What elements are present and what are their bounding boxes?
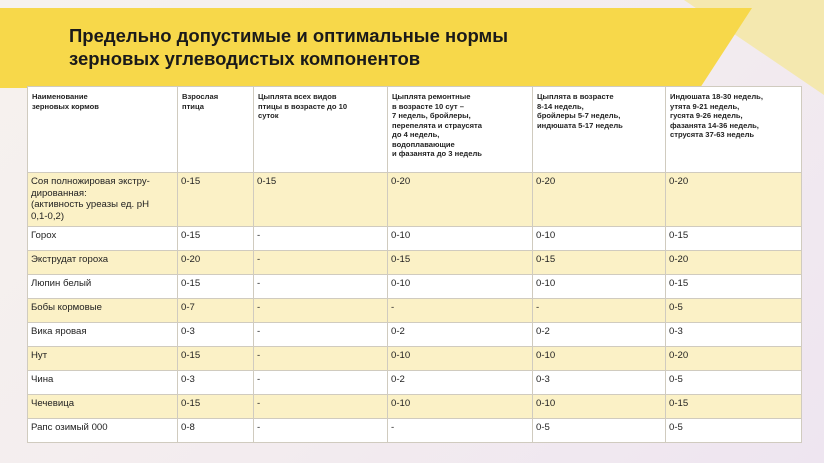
value-cell: 0-10 bbox=[388, 395, 533, 419]
page-title-line-1: Предельно допустимые и оптимальные нормы bbox=[69, 25, 509, 46]
page-title bbox=[69, 24, 669, 70]
value-cell: 0-20 bbox=[178, 251, 254, 275]
value-cell: 0-3 bbox=[178, 371, 254, 395]
norms-table bbox=[27, 86, 802, 443]
table-row bbox=[28, 371, 802, 395]
value-cell: 0-10 bbox=[388, 347, 533, 371]
value-cell: 0-10 bbox=[533, 347, 666, 371]
value-cell: 0-3 bbox=[178, 323, 254, 347]
table-row bbox=[28, 299, 802, 323]
header-adult-poultry: Взрослая птица bbox=[178, 87, 254, 173]
value-cell: 0-5 bbox=[533, 419, 666, 443]
table-row bbox=[28, 227, 802, 251]
value-cell: 0-3 bbox=[533, 371, 666, 395]
value-cell: - bbox=[254, 419, 388, 443]
value-cell: 0-15 bbox=[178, 173, 254, 227]
header-feed-name: Наименование зерновых кормов bbox=[28, 87, 178, 173]
feed-name-cell: Чечевица bbox=[28, 395, 178, 419]
value-cell: 0-7 bbox=[178, 299, 254, 323]
value-cell: - bbox=[388, 419, 533, 443]
header-chicks-8-14-weeks: Цыплята в возрасте 8-14 недель, бройлеры 5-7 недель, индюшата 5-17 недель bbox=[533, 87, 666, 173]
value-cell: 0-15 bbox=[178, 395, 254, 419]
header-chicks-10-days: Цыплята всех видов птицы в возрасте до 10 суток bbox=[254, 87, 388, 173]
value-cell: 0-10 bbox=[388, 275, 533, 299]
value-cell: 0-20 bbox=[533, 173, 666, 227]
value-cell: - bbox=[254, 395, 388, 419]
value-cell: 0-15 bbox=[178, 275, 254, 299]
table-row bbox=[28, 251, 802, 275]
feed-name-cell: Чина bbox=[28, 371, 178, 395]
table-header-row bbox=[28, 87, 802, 173]
value-cell: - bbox=[254, 251, 388, 275]
table-row bbox=[28, 323, 802, 347]
value-cell: 0-8 bbox=[178, 419, 254, 443]
page-title-line-2: зерновых углеводистых компонентов bbox=[69, 48, 421, 69]
value-cell: - bbox=[254, 227, 388, 251]
value-cell: 0-2 bbox=[533, 323, 666, 347]
value-cell: 0-10 bbox=[388, 227, 533, 251]
value-cell: 0-5 bbox=[666, 371, 802, 395]
value-cell: 0-15 bbox=[533, 251, 666, 275]
value-cell: 0-10 bbox=[533, 395, 666, 419]
feed-name-cell: Рапс озимый 000 bbox=[28, 419, 178, 443]
header-replacement-chicks: Цыплята ремонтные в возрасте 10 сут – 7 недель, бройлеры, перепелята и страусята до 4 недель, водоплавающие и фазанята до 3 недель bbox=[388, 87, 533, 173]
header-poults-18-30-weeks: Индюшата 18-30 недель, утята 9-21 недель, гусята 9-26 недель, фазанята 14-36 недель, струсята 37-63 недель bbox=[666, 87, 802, 173]
feed-name-cell: Нут bbox=[28, 347, 178, 371]
value-cell: 0-20 bbox=[666, 347, 802, 371]
value-cell: 0-15 bbox=[666, 395, 802, 419]
table-row bbox=[28, 347, 802, 371]
value-cell: 0-15 bbox=[178, 227, 254, 251]
feed-name-cell: Экструдат гороха bbox=[28, 251, 178, 275]
value-cell: 0-10 bbox=[533, 275, 666, 299]
title-banner-edge bbox=[700, 8, 752, 88]
table-row bbox=[28, 275, 802, 299]
feed-name-cell: Бобы кормовые bbox=[28, 299, 178, 323]
table-row bbox=[28, 419, 802, 443]
feed-name-cell: Горох bbox=[28, 227, 178, 251]
value-cell: 0-15 bbox=[178, 347, 254, 371]
value-cell: 0-20 bbox=[666, 173, 802, 227]
value-cell: - bbox=[254, 371, 388, 395]
feed-name-cell: Соя полножировая экстру- дированная: (активность уреазы ед. pH 0,1-0,2) bbox=[28, 173, 178, 227]
value-cell: 0-15 bbox=[388, 251, 533, 275]
value-cell: 0-15 bbox=[666, 227, 802, 251]
value-cell: 0-5 bbox=[666, 419, 802, 443]
value-cell: 0-2 bbox=[388, 323, 533, 347]
table-row bbox=[28, 173, 802, 227]
value-cell: - bbox=[533, 299, 666, 323]
value-cell: - bbox=[254, 347, 388, 371]
value-cell: 0-5 bbox=[666, 299, 802, 323]
table-row bbox=[28, 395, 802, 419]
feed-name-cell: Вика яровая bbox=[28, 323, 178, 347]
value-cell: 0-2 bbox=[388, 371, 533, 395]
feed-name-cell: Люпин белый bbox=[28, 275, 178, 299]
value-cell: 0-20 bbox=[666, 251, 802, 275]
value-cell: - bbox=[254, 323, 388, 347]
value-cell: 0-10 bbox=[533, 227, 666, 251]
value-cell: - bbox=[254, 275, 388, 299]
value-cell: 0-15 bbox=[666, 275, 802, 299]
value-cell: 0-15 bbox=[254, 173, 388, 227]
value-cell: - bbox=[388, 299, 533, 323]
value-cell: - bbox=[254, 299, 388, 323]
value-cell: 0-20 bbox=[388, 173, 533, 227]
value-cell: 0-3 bbox=[666, 323, 802, 347]
